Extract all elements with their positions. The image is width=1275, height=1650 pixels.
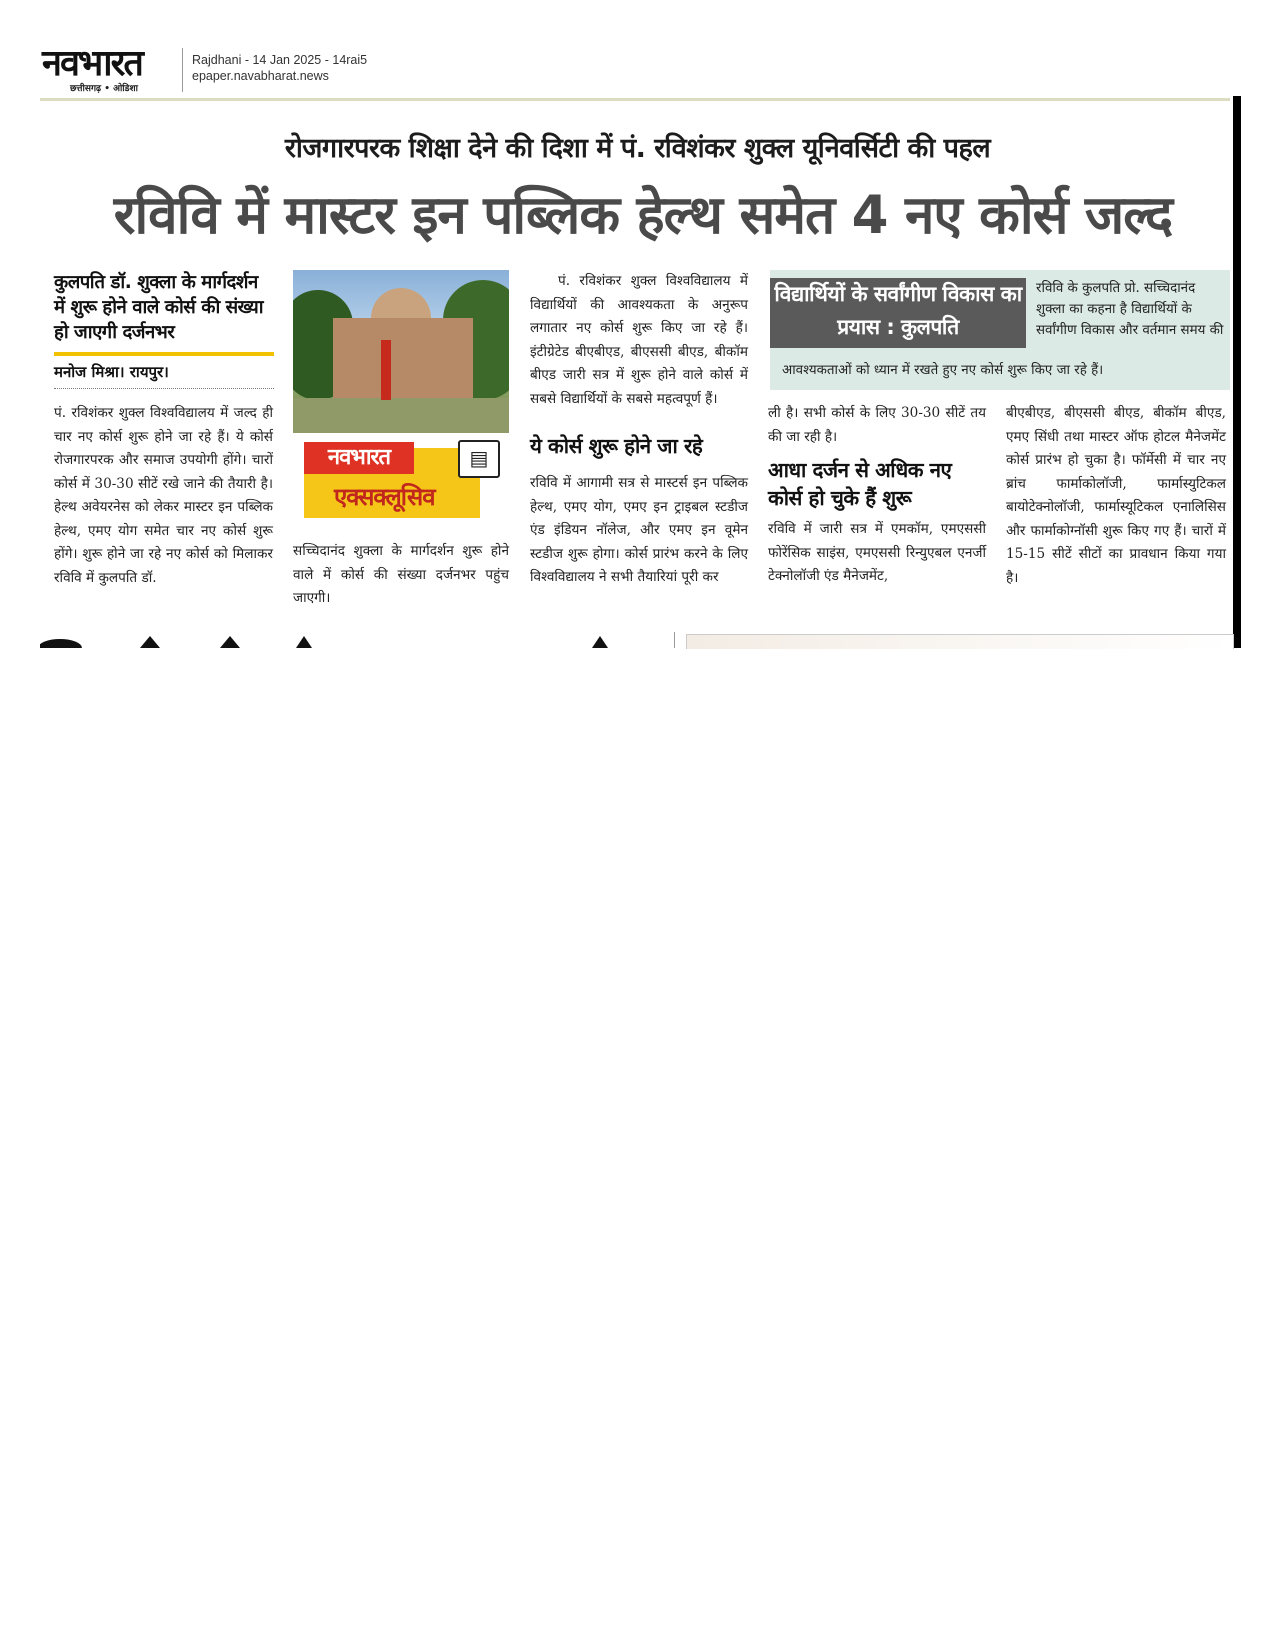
next-article-headline-clipped xyxy=(40,632,660,648)
badge-brand: नवभारत xyxy=(304,442,414,474)
vc-quote-bottom-text: आवश्यकताओं को ध्यान में रखते हुए नए कोर्स शुरू किए जा रहे हैं। xyxy=(782,363,1104,378)
vc-quote-title: विद्यार्थियों के सर्वांगीण विकास का प्रयास : कुलपति xyxy=(770,278,1026,348)
masthead xyxy=(40,44,1230,100)
column-3-text-top: पं. रविशंकर शुक्ल विश्वविद्यालय में विद्यार्थियों की आवश्यकता के अनुरूप लगातार नए कोर्स शुरू किए जा रहे हैं। इंटीग्रेटेड बीएबीएड, बीएससी बीएड, बीकॉम बीएड जारी सत्र में शुरू होने वाले कोर्स में सबसे विद्यार्थियों के सबसे महत्वपूर्ण हैं। xyxy=(530,273,748,407)
masthead-rule xyxy=(40,98,1230,101)
column-3-heading: ये कोर्स शुरू होने जा रहे xyxy=(530,434,703,458)
column-2-text: सच्चिदानंद शुक्ला के मार्गदर्शन शुरू होने वाले में कोर्स की संख्या दर्जनभर पहुंच जाएगी। xyxy=(293,543,509,606)
next-image-clipped xyxy=(686,634,1234,649)
logo-wordmark: नवभारत xyxy=(42,43,142,84)
university-photo xyxy=(293,270,509,433)
byline-divider xyxy=(54,388,274,389)
badge-label: एक्सक्लूसिव xyxy=(334,483,435,511)
edition-line: Rajdhani - 14 Jan 2025 - 14rai5 xyxy=(192,53,368,67)
column-1-text: पं. रविशंकर शुक्ल विश्वविद्यालय में जल्द ही चार नए कोर्स शुरू होने जा रहे हैं। ये कोर्स रोजगारपरक और समाज उपयोगी होंगे। चारों कोर्स में 30-30 सीटें रखे जाने की तैयारी है। हेल्थ अवेयरनेस को लेकर मास्टर इन पब्लिक हेल्थ, एमए योग समेत चार नए कोर्स शुरू होंगे। शुरू होने जा रहे नए कोर्स को मिलाकर रविवि में कुलपति डॉ. xyxy=(54,405,273,586)
column-4-text-bottom: रविवि में जारी सत्र में एमकॉम, एमएससी फोरेंसिक साइंस, एमएससी रिन्युएबल एनर्जी टेक्नोलॉजी एंड मैनेजमेंट, xyxy=(768,521,986,584)
exclusive-badge xyxy=(304,440,504,535)
logo-region: छत्तीसगढ़ • ओडिशा xyxy=(70,84,138,94)
masthead-divider xyxy=(182,48,183,92)
column-4-text-top: ली है। सभी कोर्स के लिए 30-30 सीटें तय की जा रही है। xyxy=(768,405,986,445)
column-3-text-bottom: रविवि में आगामी सत्र से मास्टर्स इन पब्लिक हेल्थ, एमए योग, एमए इन ट्राइबल स्टडीज एंड इंडियन नॉलेज, और एमए इन वूमेन स्टडीज शुरू होगा। कोर्स प्रारंभ करने के लिए विश्वविद्यालय ने सभी तैयारियां पूरी कर xyxy=(530,475,748,585)
column-4-heading: आधा दर्जन से अधिक नए कोर्स हो चुके हैं शुरू xyxy=(768,458,952,510)
site-link[interactable]: epaper.navabharat.news xyxy=(192,69,329,83)
byline: मनोज मिश्रा। रायपुर। xyxy=(54,363,169,381)
newspaper-icon: ▤ xyxy=(458,440,500,478)
article-kicker: रोजगारपरक शिक्षा देने की दिशा में पं. रविशंकर शुक्ल यूनिवर्सिटी की पहल xyxy=(284,133,991,164)
article-subhead: कुलपति डॉ. शुक्ला के मार्गदर्शन में शुरू होने वाले कोर्स की संख्या हो जाएगी दर्जनभर xyxy=(54,272,264,343)
article-headline: रविवि में मास्टर इन पब्लिक हेल्थ समेत 4 नए कोर्स जल्द xyxy=(113,185,1173,246)
column-5-text: बीएबीएड, बीएससी बीएड, बीकॉम बीएड, एमए सिंधी तथा मास्टर ऑफ होटल मैनेजमेंट कोर्स प्रारंभ हो चुका है। फॉर्मेसी में चार नए ब्रांच फार्माकोलॉजी, फार्मास्युटिकल बायोटेक्नोलॉजी, फार्मास्यूटिकल एनालिसिस और फार्माकोग्नॉसी शुरू किए गए हैं। चारों में 15-15 सीटें सीटों का प्रावधान किया गया है। xyxy=(1006,405,1226,586)
subhead-underline xyxy=(54,352,274,356)
vc-quote-side-text: रविवि के कुलपति प्रो. सच्चिदानंद शुक्ला का कहना है विद्यार्थियों के सर्वांगीण विकास और वर्तमान समय की xyxy=(1036,281,1224,338)
bottom-column-rule xyxy=(674,632,675,648)
newspaper-logo[interactable] xyxy=(42,44,180,98)
edition-meta xyxy=(192,52,367,84)
